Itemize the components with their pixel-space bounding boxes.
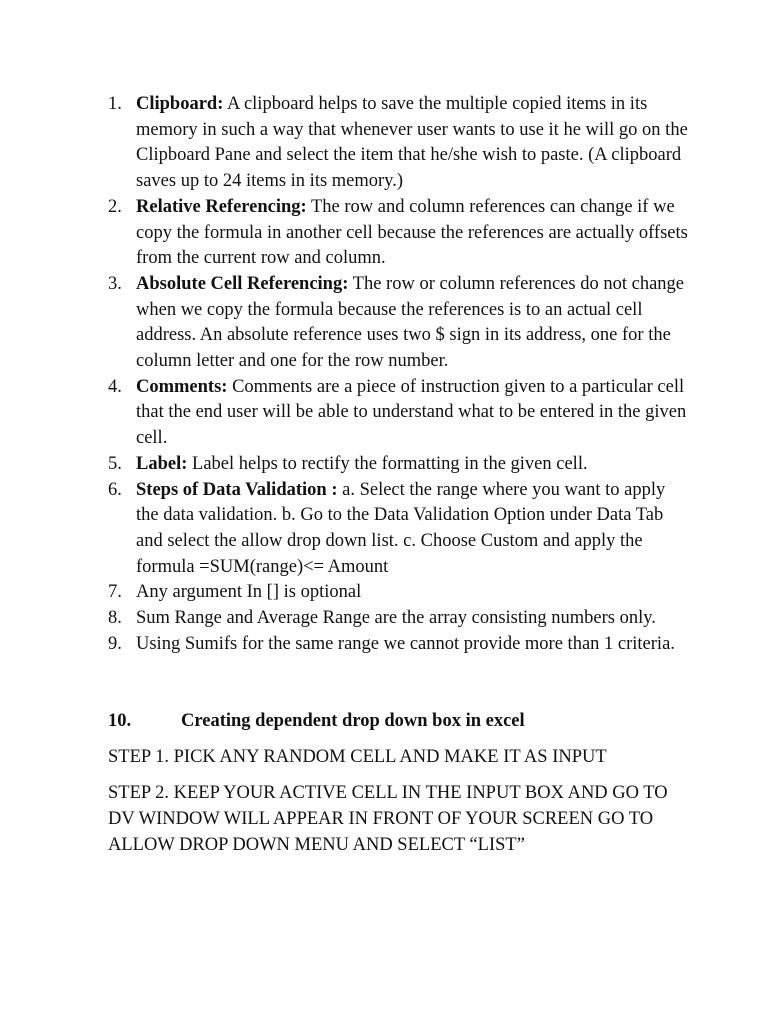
- list-item: [108, 375, 688, 452]
- list-item-number: 4.: [108, 376, 122, 397]
- list-item-number: 8.: [108, 608, 122, 629]
- list-item-text: Label helps to rectify the formatting in the given cell.: [187, 453, 588, 474]
- list-item: [108, 606, 688, 632]
- section-heading-text: Creating dependent drop down box in excel: [181, 711, 525, 731]
- list-item-text: A clipboard helps to save the multiple copied items in its memory in such a way that whenever user wants to use it he will go on the Clipboard Pane and select the item that he/she wish to paste. (A clipboard saves up to 24 items in its memory.): [136, 94, 688, 192]
- section-heading: [108, 708, 525, 734]
- list-item: [108, 632, 688, 658]
- list-item: [108, 478, 688, 581]
- list-item-text: Comments are a piece of instruction given to a particular cell that the end user will be able to understand what to be entered in the given cell.: [136, 376, 687, 449]
- list-item-number: 2.: [108, 196, 122, 217]
- list-item-text: The row and column references can change if we copy the formula in another cell because the references are actually offsets from the current row and column.: [136, 196, 688, 269]
- list-item-text: a. Select the range where you want to apply the data validation. b. Go to the Data Validation Option under Data Tab and select the allow drop down list. c. Choose Custom and apply the formula =SUM(range)<= Amount: [136, 479, 666, 577]
- list-item-term: Clipboard:: [136, 94, 224, 114]
- section-heading-number: 10.: [108, 711, 132, 731]
- list-item-term: Comments:: [136, 376, 228, 397]
- step-2-paragraph: STEP 2. KEEP YOUR ACTIVE CELL IN THE INPUT BOX AND GO TO DV WINDOW WILL APPEAR IN FRONT OF YOUR SCREEN GO TO ALLOW DROP DOWN MENU AND SELECT “LIST”: [108, 783, 668, 855]
- list-item-text: Using Sumifs for the same range we cannot provide more than 1 criteria.: [136, 633, 675, 654]
- list-item: [108, 195, 688, 272]
- list-item-text: Any argument In [] is optional: [136, 582, 362, 603]
- list-item: [108, 272, 688, 375]
- list-item-number: 9.: [108, 633, 122, 654]
- list-item-number: 5.: [108, 453, 122, 474]
- numbered-list: [108, 92, 688, 657]
- list-item: [108, 580, 688, 606]
- list-item-term: Label:: [136, 453, 188, 474]
- list-item-number: 3.: [108, 273, 122, 294]
- list-item-term: Absolute Cell Referencing:: [136, 273, 349, 294]
- list-item-term: Relative Referencing:: [136, 196, 307, 217]
- list-item-term: Steps of Data Validation :: [136, 479, 338, 500]
- list-item-text: The row or column references do not change when we copy the formula because the references is to an actual cell address. An absolute reference uses two $ sign in its address, one for the column letter and one for the row number.: [136, 273, 684, 372]
- list-item: [108, 92, 688, 195]
- step-1-paragraph: STEP 1. PICK ANY RANDOM CELL AND MAKE IT AS INPUT: [108, 747, 607, 767]
- list-item-number: 6.: [108, 479, 122, 500]
- list-item-number: 7.: [108, 582, 122, 603]
- list-item-number: 1.: [108, 94, 122, 114]
- list-item: [108, 452, 688, 478]
- list-item-text: Sum Range and Average Range are the array consisting numbers only.: [136, 608, 656, 629]
